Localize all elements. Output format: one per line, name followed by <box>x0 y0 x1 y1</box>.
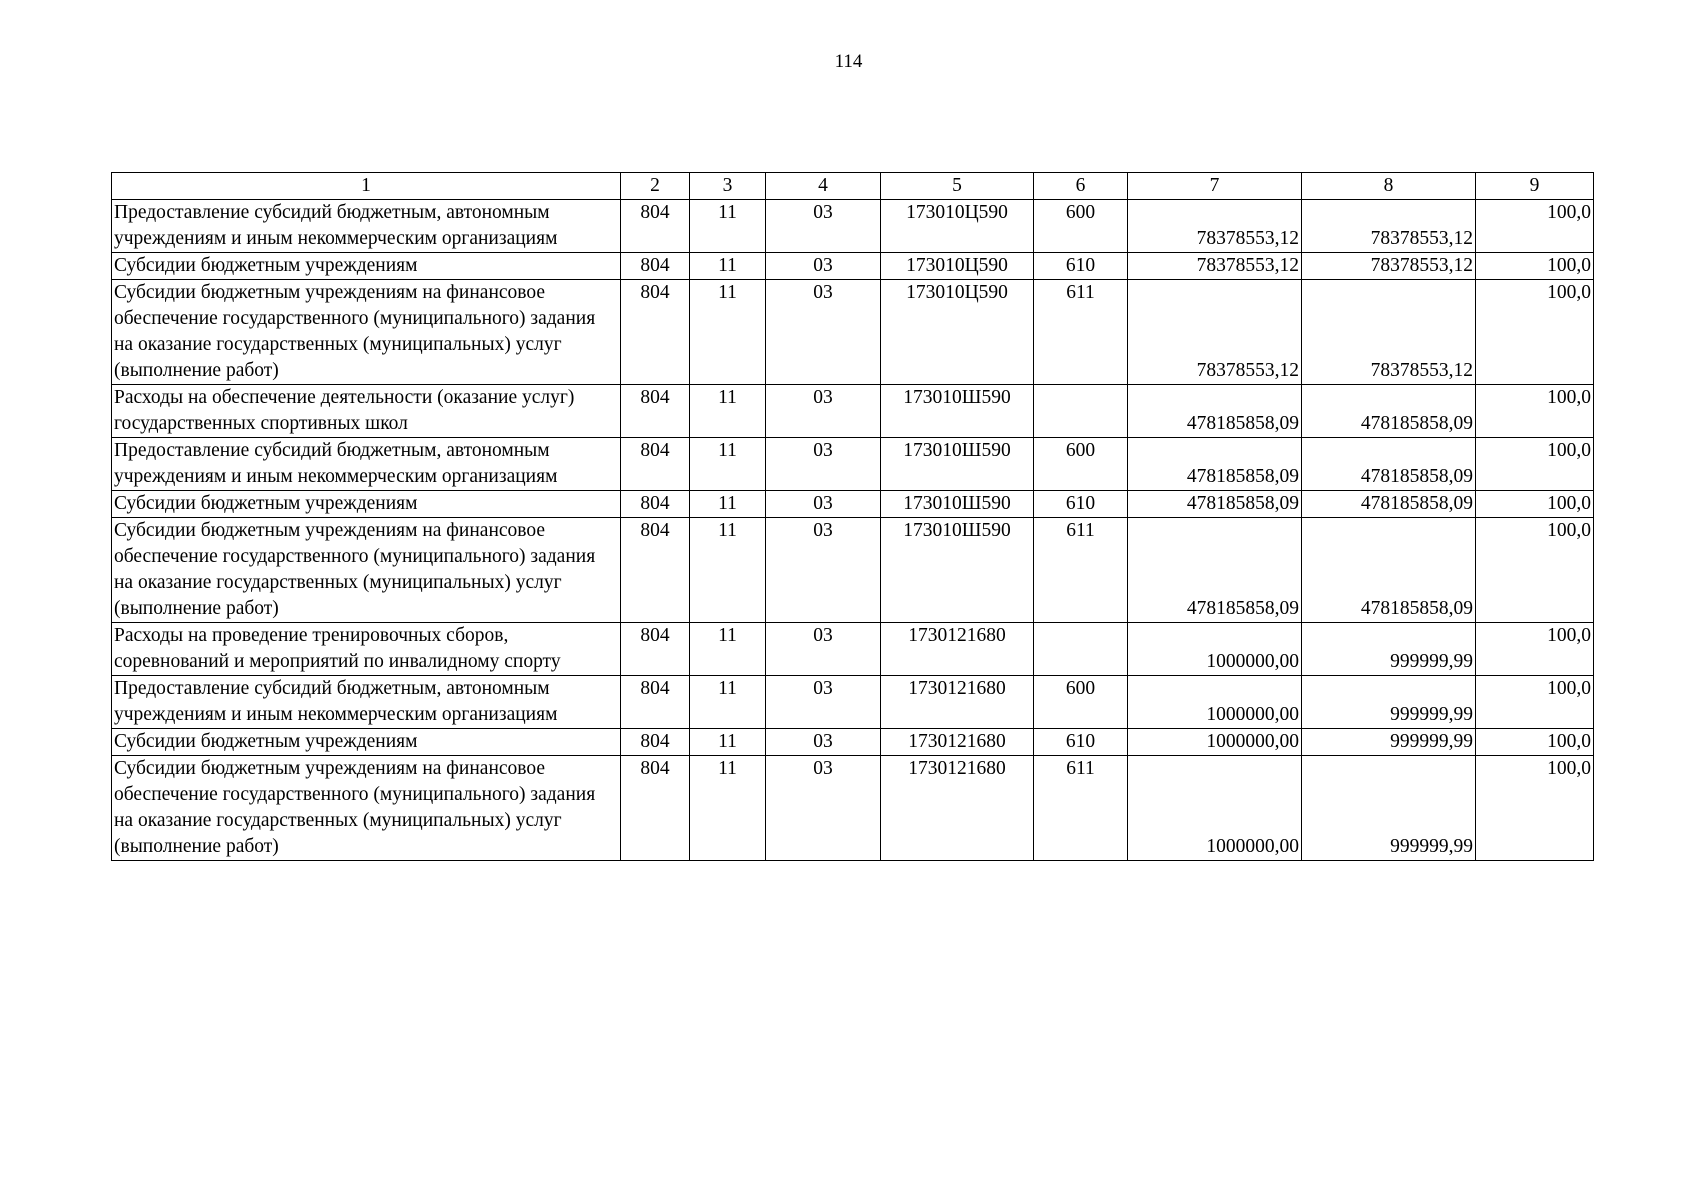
section-code-cell: 11 <box>690 491 766 518</box>
execution-percent-cell: 100,0 <box>1476 623 1594 676</box>
page-number: 114 <box>834 51 863 72</box>
expense-name-cell: Субсидии бюджетным учреждениям на финансовое обеспечение государственного (муниципального) задания на оказание государственных (муниципальных) услуг (выполнение работ) <box>112 756 621 861</box>
execution-percent-cell: 100,0 <box>1476 253 1594 280</box>
header-cell: 6 <box>1034 173 1128 200</box>
table-row <box>112 280 1594 385</box>
expense-type-cell: 610 <box>1034 253 1128 280</box>
expense-name-cell: Расходы на обеспечение деятельности (оказание услуг) государственных спортивных школ <box>112 385 621 438</box>
execution-percent-cell: 100,0 <box>1476 676 1594 729</box>
planned-amount-cell: 478185858,09 <box>1128 491 1302 518</box>
planned-amount-cell: 78378553,12 <box>1128 280 1302 385</box>
actual-amount-cell: 999999,99 <box>1302 756 1476 861</box>
target-article-cell: 173010Ш590 <box>881 491 1034 518</box>
actual-amount-cell: 78378553,12 <box>1302 280 1476 385</box>
target-article-cell: 173010Ш590 <box>881 518 1034 623</box>
table-row <box>112 200 1594 253</box>
table-row <box>112 491 1594 518</box>
execution-percent-cell: 100,0 <box>1476 438 1594 491</box>
target-article-cell: 1730121680 <box>881 756 1034 861</box>
planned-amount-cell: 478185858,09 <box>1128 438 1302 491</box>
actual-amount-cell: 999999,99 <box>1302 623 1476 676</box>
expense-name-cell: Предоставление субсидий бюджетным, автономным учреждениям и иным некоммерческим организациям <box>112 676 621 729</box>
table-row <box>112 729 1594 756</box>
department-code-cell: 804 <box>621 200 690 253</box>
actual-amount-cell: 478185858,09 <box>1302 385 1476 438</box>
execution-percent-cell: 100,0 <box>1476 385 1594 438</box>
expense-name-cell: Субсидии бюджетным учреждениям <box>112 729 621 756</box>
planned-amount-cell: 1000000,00 <box>1128 729 1302 756</box>
expense-name-cell: Предоставление субсидий бюджетным, автономным учреждениям и иным некоммерческим организациям <box>112 200 621 253</box>
planned-amount-cell: 478185858,09 <box>1128 385 1302 438</box>
actual-amount-cell: 478185858,09 <box>1302 438 1476 491</box>
header-cell: 2 <box>621 173 690 200</box>
table-row <box>112 518 1594 623</box>
expense-type-cell <box>1034 385 1128 438</box>
expense-type-cell: 611 <box>1034 280 1128 385</box>
section-code-cell: 11 <box>690 280 766 385</box>
subsection-code-cell: 03 <box>766 385 881 438</box>
section-code-cell: 11 <box>690 200 766 253</box>
expense-name-cell: Предоставление субсидий бюджетным, автономным учреждениям и иным некоммерческим организациям <box>112 438 621 491</box>
department-code-cell: 804 <box>621 518 690 623</box>
target-article-cell: 1730121680 <box>881 676 1034 729</box>
subsection-code-cell: 03 <box>766 623 881 676</box>
department-code-cell: 804 <box>621 729 690 756</box>
table-row <box>112 676 1594 729</box>
expense-type-cell: 600 <box>1034 200 1128 253</box>
planned-amount-cell: 478185858,09 <box>1128 518 1302 623</box>
header-cell: 1 <box>112 173 621 200</box>
department-code-cell: 804 <box>621 385 690 438</box>
section-code-cell: 11 <box>690 676 766 729</box>
subsection-code-cell: 03 <box>766 729 881 756</box>
section-code-cell: 11 <box>690 253 766 280</box>
actual-amount-cell: 478185858,09 <box>1302 518 1476 623</box>
target-article-cell: 1730121680 <box>881 623 1034 676</box>
subsection-code-cell: 03 <box>766 491 881 518</box>
header-cell: 9 <box>1476 173 1594 200</box>
target-article-cell: 173010Ц590 <box>881 280 1034 385</box>
expense-type-cell: 610 <box>1034 491 1128 518</box>
subsection-code-cell: 03 <box>766 200 881 253</box>
execution-percent-cell: 100,0 <box>1476 756 1594 861</box>
department-code-cell: 804 <box>621 676 690 729</box>
header-cell: 7 <box>1128 173 1302 200</box>
subsection-code-cell: 03 <box>766 438 881 491</box>
target-article-cell: 173010Ц590 <box>881 200 1034 253</box>
expense-type-cell: 610 <box>1034 729 1128 756</box>
target-article-cell: 173010Ц590 <box>881 253 1034 280</box>
subsection-code-cell: 03 <box>766 676 881 729</box>
table-row <box>112 385 1594 438</box>
subsection-code-cell: 03 <box>766 280 881 385</box>
department-code-cell: 804 <box>621 280 690 385</box>
actual-amount-cell: 999999,99 <box>1302 729 1476 756</box>
execution-percent-cell: 100,0 <box>1476 491 1594 518</box>
execution-percent-cell: 100,0 <box>1476 280 1594 385</box>
subsection-code-cell: 03 <box>766 518 881 623</box>
expense-name-cell: Субсидии бюджетным учреждениям на финансовое обеспечение государственного (муниципального) задания на оказание государственных (муниципальных) услуг (выполнение работ) <box>112 280 621 385</box>
actual-amount-cell: 78378553,12 <box>1302 200 1476 253</box>
department-code-cell: 804 <box>621 756 690 861</box>
target-article-cell: 1730121680 <box>881 729 1034 756</box>
table-header-row <box>112 173 1594 200</box>
actual-amount-cell: 999999,99 <box>1302 676 1476 729</box>
section-code-cell: 11 <box>690 518 766 623</box>
subsection-code-cell: 03 <box>766 756 881 861</box>
table-row <box>112 438 1594 491</box>
expense-name-cell: Субсидии бюджетным учреждениям <box>112 253 621 280</box>
execution-percent-cell: 100,0 <box>1476 518 1594 623</box>
target-article-cell: 173010Ш590 <box>881 438 1034 491</box>
header-cell: 8 <box>1302 173 1476 200</box>
planned-amount-cell: 78378553,12 <box>1128 200 1302 253</box>
expense-name-cell: Расходы на проведение тренировочных сборов, соревнований и мероприятий по инвалидному спорту <box>112 623 621 676</box>
execution-percent-cell: 100,0 <box>1476 200 1594 253</box>
target-article-cell: 173010Ш590 <box>881 385 1034 438</box>
department-code-cell: 804 <box>621 623 690 676</box>
department-code-cell: 804 <box>621 491 690 518</box>
department-code-cell: 804 <box>621 438 690 491</box>
planned-amount-cell: 1000000,00 <box>1128 756 1302 861</box>
section-code-cell: 11 <box>690 438 766 491</box>
table-row <box>112 756 1594 861</box>
table-row <box>112 623 1594 676</box>
expense-name-cell: Субсидии бюджетным учреждениям <box>112 491 621 518</box>
section-code-cell: 11 <box>690 729 766 756</box>
expense-name-cell: Субсидии бюджетным учреждениям на финансовое обеспечение государственного (муниципального) задания на оказание государственных (муниципальных) услуг (выполнение работ) <box>112 518 621 623</box>
header-cell: 3 <box>690 173 766 200</box>
department-code-cell: 804 <box>621 253 690 280</box>
expense-type-cell: 600 <box>1034 676 1128 729</box>
planned-amount-cell: 1000000,00 <box>1128 623 1302 676</box>
header-cell: 4 <box>766 173 881 200</box>
header-cell: 5 <box>881 173 1034 200</box>
section-code-cell: 11 <box>690 756 766 861</box>
expense-type-cell: 611 <box>1034 756 1128 861</box>
actual-amount-cell: 78378553,12 <box>1302 253 1476 280</box>
actual-amount-cell: 478185858,09 <box>1302 491 1476 518</box>
expense-type-cell: 611 <box>1034 518 1128 623</box>
planned-amount-cell: 1000000,00 <box>1128 676 1302 729</box>
expense-type-cell <box>1034 623 1128 676</box>
budget-table <box>111 172 1594 861</box>
subsection-code-cell: 03 <box>766 253 881 280</box>
table-row <box>112 253 1594 280</box>
section-code-cell: 11 <box>690 623 766 676</box>
execution-percent-cell: 100,0 <box>1476 729 1594 756</box>
section-code-cell: 11 <box>690 385 766 438</box>
expense-type-cell: 600 <box>1034 438 1128 491</box>
planned-amount-cell: 78378553,12 <box>1128 253 1302 280</box>
